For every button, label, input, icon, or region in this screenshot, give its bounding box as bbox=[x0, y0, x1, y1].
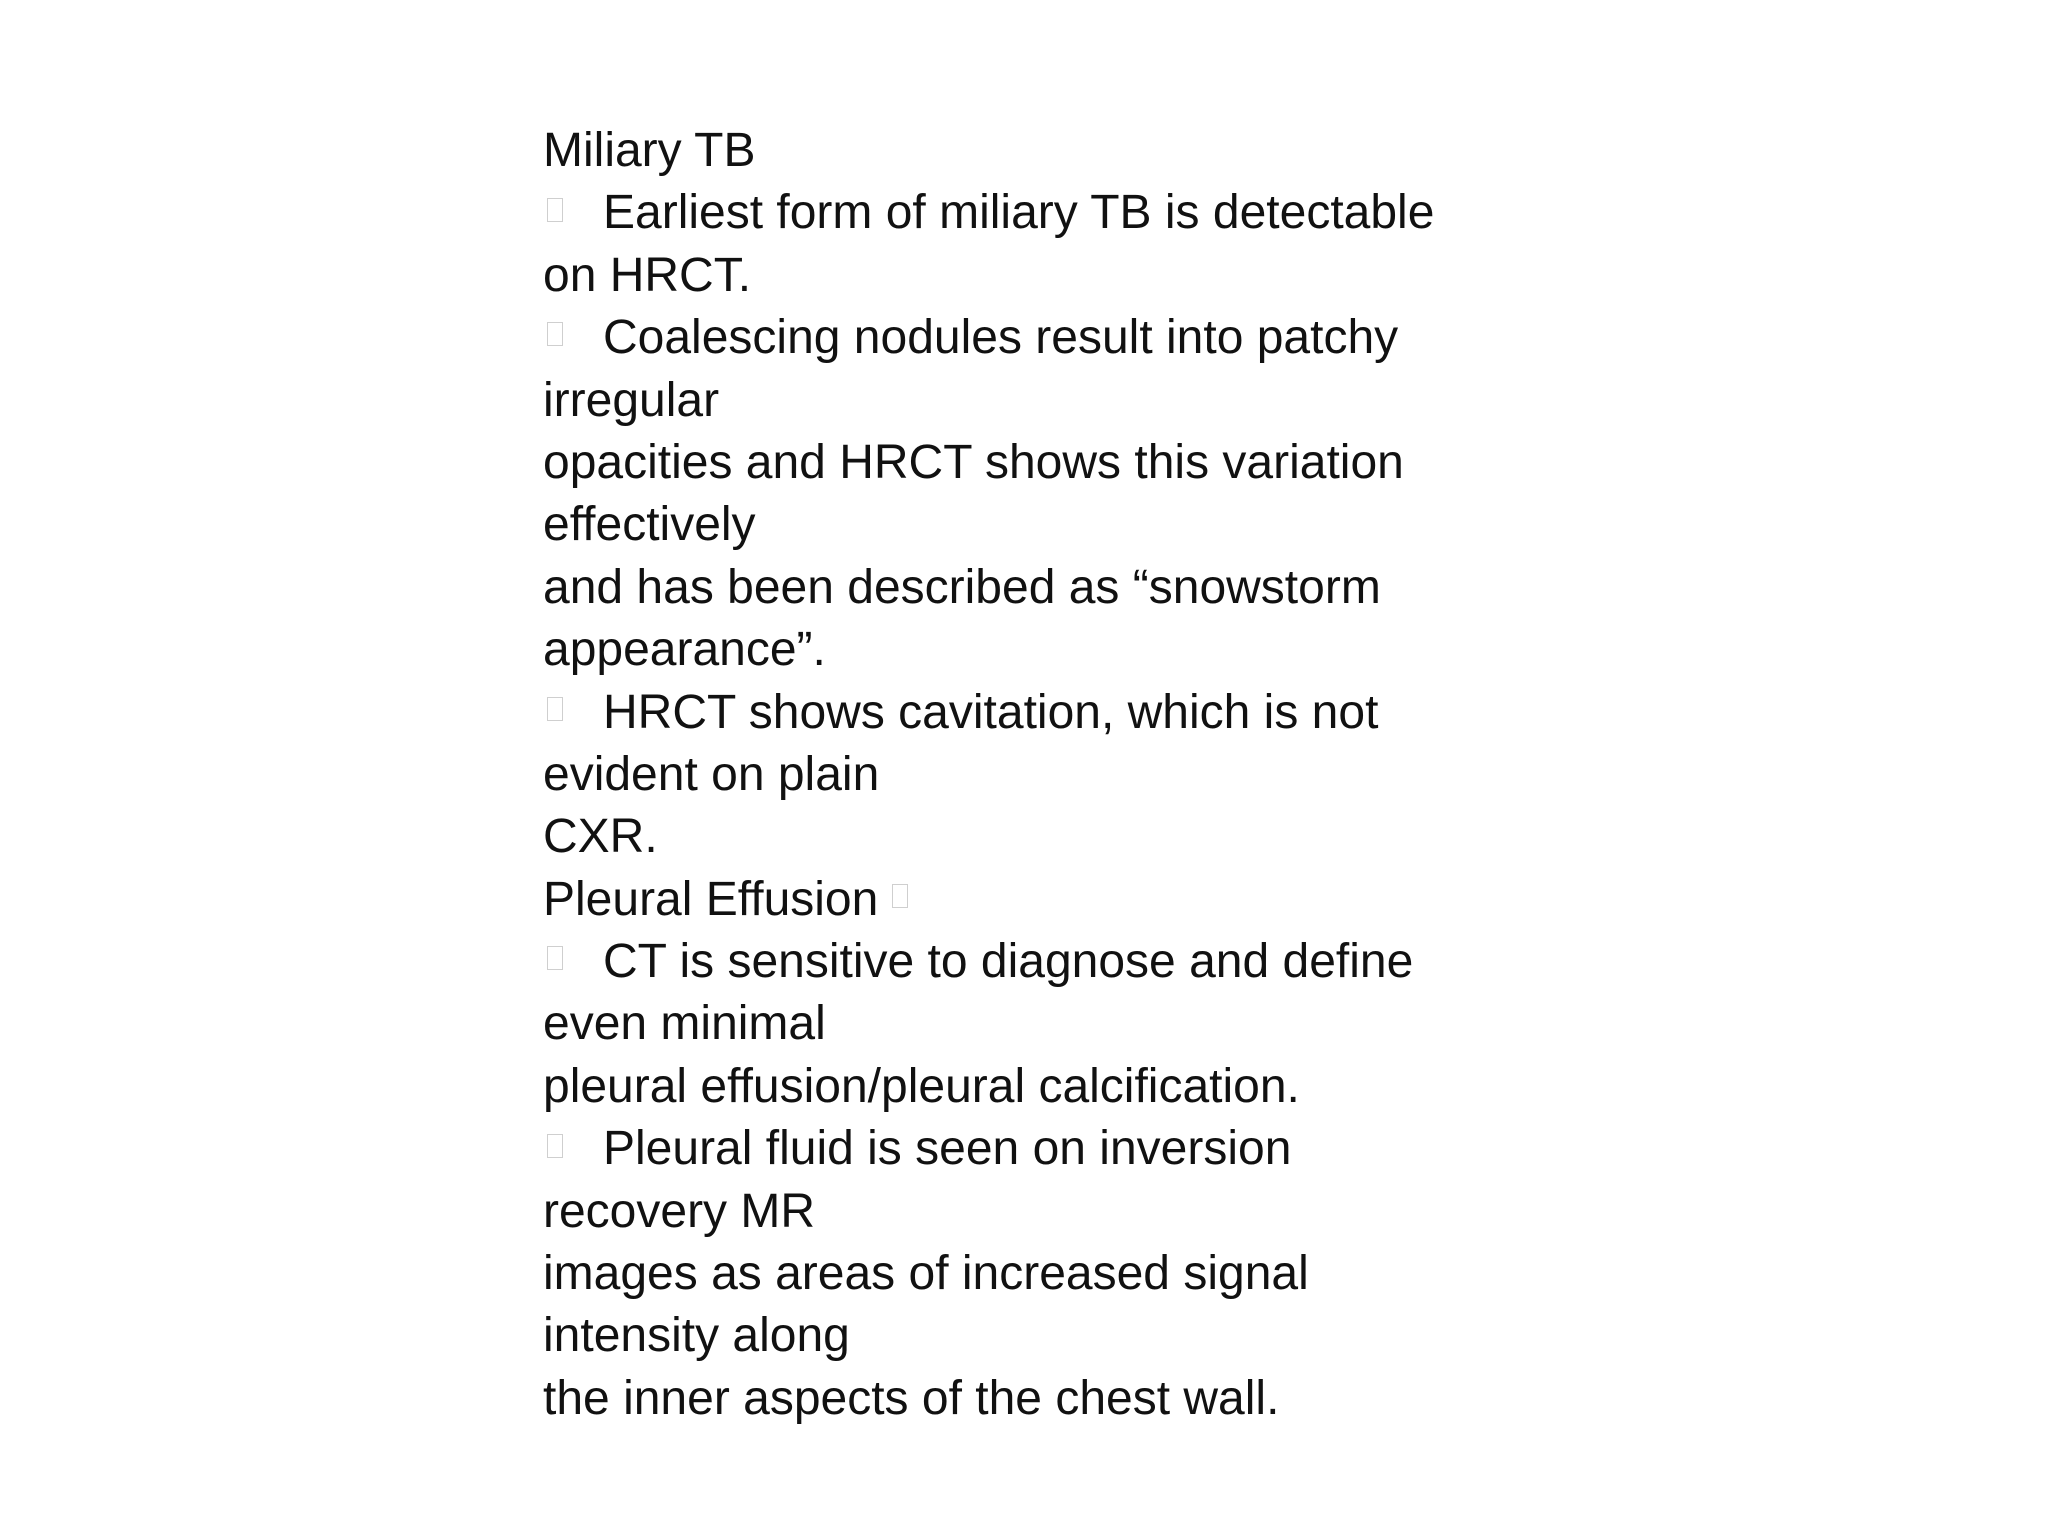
text-line: intensity along bbox=[543, 1309, 850, 1363]
bullet-line bbox=[543, 931, 1543, 993]
text-line: the inner aspects of the chest wall. bbox=[543, 1371, 1280, 1425]
text-line: and has been described as “snowstorm bbox=[543, 560, 1381, 614]
text-line: effectively bbox=[543, 498, 756, 552]
bullet-line bbox=[543, 682, 1543, 744]
bullet-line bbox=[543, 307, 1543, 369]
text-line: CXR. bbox=[543, 810, 658, 864]
text-line: even minimal bbox=[543, 997, 826, 1051]
line-text: Pleural fluid is seen on inversion bbox=[603, 1122, 1292, 1176]
line-text: Earliest form of miliary TB is detectable bbox=[603, 186, 1435, 240]
missing-glyph-icon bbox=[547, 946, 563, 970]
line-text: HRCT shows cavitation, which is not bbox=[603, 685, 1379, 739]
line-text: Coalescing nodules result into patchy bbox=[603, 311, 1399, 365]
text-line: opacities and HRCT shows this variation bbox=[543, 435, 1404, 489]
bullet-line bbox=[543, 182, 1543, 244]
text-line: on HRCT. bbox=[543, 248, 752, 302]
text-line: evident on plain bbox=[543, 747, 880, 801]
text-line: recovery MR bbox=[543, 1184, 816, 1238]
missing-glyph-icon bbox=[892, 884, 908, 908]
missing-glyph-icon bbox=[547, 697, 563, 721]
missing-glyph-icon bbox=[547, 1134, 563, 1158]
slide-text-block bbox=[543, 120, 1543, 1430]
text-line: pleural effusion/pleural calcification. bbox=[543, 1059, 1300, 1113]
line-text: CT is sensitive to diagnose and define bbox=[603, 935, 1414, 989]
missing-glyph-icon bbox=[547, 198, 563, 222]
bullet-line bbox=[543, 1118, 1543, 1180]
section-heading-pleural-effusion: Pleural Effusion bbox=[543, 872, 879, 926]
missing-glyph-icon bbox=[547, 322, 563, 346]
text-line: images as areas of increased signal bbox=[543, 1247, 1309, 1301]
text-line: appearance”. bbox=[543, 623, 826, 677]
section-heading-miliary-tb: Miliary TB bbox=[543, 124, 756, 177]
section-heading-line bbox=[543, 869, 1543, 931]
text-line: irregular bbox=[543, 373, 720, 427]
